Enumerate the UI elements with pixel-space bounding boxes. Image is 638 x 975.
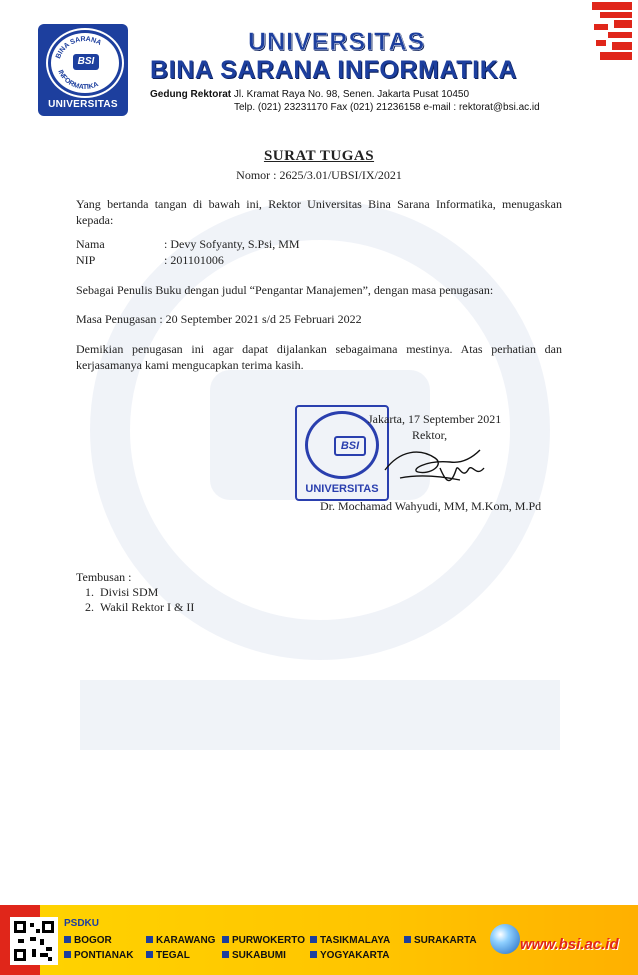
logo-label: UNIVERSITAS xyxy=(48,99,118,110)
qr-code-icon xyxy=(10,917,58,965)
signature-place-date: Jakarta, 17 September 2021 xyxy=(368,412,502,426)
field-value: : Devy Sofyanty, S.Psi, MM xyxy=(164,237,300,251)
website-link[interactable]: www.bsi.ac.id xyxy=(520,936,619,953)
location-item: YOGYAKARTA xyxy=(310,950,389,961)
letter-title: SURAT TUGAS xyxy=(263,148,375,164)
field-row-nip xyxy=(76,253,224,268)
header-address xyxy=(150,89,469,100)
cc-list xyxy=(76,585,194,615)
cc-title: Tembusan : xyxy=(76,570,132,584)
letter-number: Nomor : 2625/3.01/UBSI/IX/2021 xyxy=(236,168,402,182)
stamp-label: UNIVERSITAS xyxy=(305,483,379,495)
field-label: Nama xyxy=(76,237,105,251)
logo-text-top: BINA SARANA xyxy=(55,35,103,60)
period-value: : 20 September 2021 s/d 25 Februari 2022 xyxy=(159,312,362,326)
cc-item xyxy=(76,585,194,600)
globe-icon xyxy=(490,924,520,954)
handwritten-signature-icon xyxy=(380,440,490,495)
field-value: : 201101006 xyxy=(164,253,224,267)
period-row xyxy=(76,312,362,327)
cc-item-number: 1. xyxy=(85,585,94,599)
stamp-badge: BSI xyxy=(334,436,366,456)
university-title-line1: UNIVERSITAS xyxy=(248,28,426,56)
assignment-text: Sebagai Penulis Buku dengan judul “Pengantar Manajemen”, dengan masa penugasan: xyxy=(76,283,494,297)
field-label: NIP xyxy=(76,253,96,267)
university-logo xyxy=(38,24,128,116)
logo-badge: BSI xyxy=(73,54,99,70)
logo-ring xyxy=(48,30,122,96)
svg-text:INFORMATIKA xyxy=(56,69,99,91)
address-street: Jl. Kramat Raya No. 98, Senen. Jakarta Pusat 10450 xyxy=(233,89,470,100)
corner-pattern-icon xyxy=(574,0,634,64)
signatory-name: Dr. Mochamad Wahyudi, MM, M.Kom, M.Pd xyxy=(320,499,542,513)
closing-text: Demikian penugasan ini agar dapat dijalankan sebagaimana mestinya. Atas perhatian dan kerjasamanya kami mengucapkan terima kasih. xyxy=(76,342,562,372)
location-item: PONTIANAK xyxy=(64,950,133,961)
address-building: Gedung Rektorat xyxy=(150,89,232,100)
cc-item-text: Divisi SDM xyxy=(100,585,159,599)
letter-intro: Yang bertanda tangan di bawah ini, Rektor Universitas Bina Sarana Informatika, menugaskan kepada: xyxy=(76,197,562,227)
psdku-label: PSDKU xyxy=(64,918,100,929)
cc-item-text: Wakil Rektor I & II xyxy=(100,600,195,614)
location-item: SUKABUMI xyxy=(222,950,286,961)
cc-item-number: 2. xyxy=(85,600,94,614)
signature-role: Rektor, xyxy=(412,428,448,442)
period-label: Masa Penugasan xyxy=(76,312,157,326)
location-item: PURWOKERTO xyxy=(222,935,305,946)
logo-text-bottom: INFORMATIKA xyxy=(56,69,100,92)
header-contact: Telp. (021) 23231170 Fax (021) 21236158 e-mail : rektorat@bsi.ac.id xyxy=(234,102,540,113)
location-item: KARAWANG xyxy=(146,935,215,946)
university-title-line2: BINA SARANA INFORMATIKA xyxy=(150,56,518,84)
location-item: TASIKMALAYA xyxy=(310,935,390,946)
location-item: BOGOR xyxy=(64,935,112,946)
location-item: TEGAL xyxy=(146,950,190,961)
field-row-name xyxy=(76,237,300,252)
cc-item xyxy=(76,600,194,615)
location-item: SURAKARTA xyxy=(404,935,477,946)
